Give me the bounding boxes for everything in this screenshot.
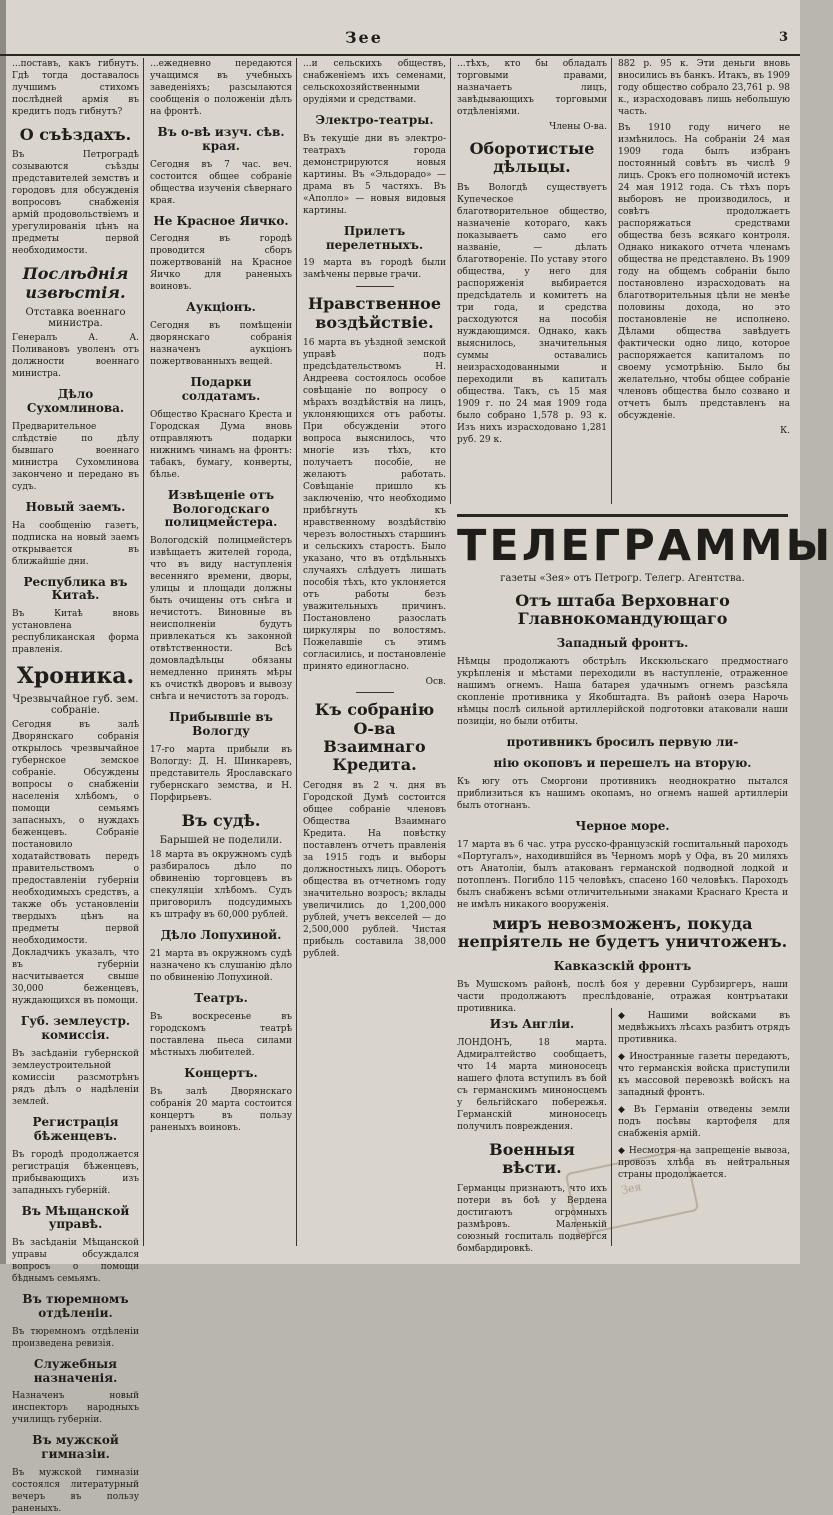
article-body-evening: Сегодня въ 7 час. веч. состоится общее собраніе общества изученія сѣвернаго края. <box>150 159 292 206</box>
war-news-body: Германцы признаютъ, что ихъ потери въ боѣ у Вердена достигаютъ огромныхъ размѣровъ. Маленькій союзный госпиталь подвергся бомбардировкѣ. <box>457 1183 607 1254</box>
caucasus-body: Въ Мушскомъ районѣ, послѣ боя у деревни Сурбзиргеръ, наши части продолжаютъ преслѣдованіе, отражая контръатаки противника. <box>457 979 788 1014</box>
article-body-appointments: Назначенъ новый инспекторъ народныхъ училищъ губерніи. <box>12 1391 139 1426</box>
article-body-red-egg: Сегодня въ городѣ проводится сборъ пожертвованій на Красное Яичко для раненыхъ воиновъ. <box>150 234 292 293</box>
article-title-new-loan: Новый заемъ. <box>25 499 126 514</box>
west-front-body: Нѣмцы продолжаютъ обстрѣлъ Икскюльскаго предмостнаго укрѣпленія и мѣстами переходили въ наступленіе, отраженное нашимъ огнемъ. Наша батарея удачнымъ огнемъ разсѣяла скопленіе противника у Якобштадта. Въ районѣ озера Нарочь нѣмцы послѣ сильной артиллерійской подготовки атаковали наши позиціи, но были отбиты. <box>457 656 788 727</box>
article-title-arrivals: Прибывшіе въ Вологду <box>169 710 273 738</box>
article-title-meteor: Прилетъ перелетныхъ. <box>325 223 424 252</box>
retreat-headline-2: нію окоповъ и перешелъ на вторую. <box>493 756 752 771</box>
article-title-commission: Губ. землеустр. комиссія. <box>20 1014 131 1043</box>
article-body-commission: Въ засѣданіи губернской землеустроительной комиссіи разсмотрѣнъ рядъ дѣлъ о надѣленіи землей. <box>12 1049 139 1108</box>
england-title: Изъ Англіи. <box>489 1017 575 1031</box>
diamond-bullet-icon: ◆ <box>618 1105 631 1115</box>
article-title-prison: Въ тюремномъ отдѣленіи. <box>22 1292 129 1321</box>
article-body-sukhomlinov: Предварительное слѣдствіе по дѣлу бывшаго военнаго министра Сухомлинова закончено и передано въ судъ. <box>12 421 139 492</box>
article-title-dealers: Оборотистые дѣльцы. <box>469 139 595 177</box>
bullet-text: Въ Германіи отведены земли подъ посѣвы картофеля для снабженія армій. <box>618 1105 791 1139</box>
page-binding-edge <box>0 0 6 1264</box>
article-body-china: Въ Китаѣ вновь установлена республиканская форма правленія. <box>12 609 139 656</box>
article-title-appointments: Служебныя назначенія. <box>33 1356 118 1385</box>
article-body-electro: Въ текущіе дни въ электро-театрахъ города демонстрируются новыя картины. Въ «Эльдорадо» — драма въ 5 частяхъ. Въ «Аполло» — новыя видовыя картины. <box>303 133 446 216</box>
article-subtitle-chronicle: Чрезвычайное губ. зем. собраніе. <box>12 694 139 717</box>
article-body-last-news: Генералъ А. А. Поливановъ уволенъ отъ должности военнаго министра. <box>12 333 139 380</box>
peace-headline-1: миръ невозможенъ, покуда <box>492 913 753 933</box>
stamp-text: Зея <box>619 1180 643 1198</box>
column-rule <box>143 58 144 1246</box>
article-title-evening: Въ о-вѣ изуч. сѣв. края. <box>157 125 285 153</box>
article-body-refugees: Въ городѣ продолжается регистрація бѣженцевъ, прибывающихъ изъ западныхъ губерній. <box>12 1149 139 1196</box>
article-body-o-sezdakh: Въ Петроградѣ созываются съѣзды представителей земствъ и городовъ для обсужденія вопросовъ снабженія армій продовольствіемъ и урегулированія цѣнъ на предметы первой необходимости. <box>12 150 139 257</box>
signature-moral: Осв. <box>425 677 446 688</box>
bullet-text: Иностранные газеты передаютъ, что германскія войска приступили къ массовой перевозкѣ войскъ на западный фронтъ. <box>618 1052 790 1098</box>
page-header <box>0 0 800 56</box>
column-rule <box>296 58 297 1246</box>
column-3 <box>299 58 450 1246</box>
retreat-headline-1: противникъ бросилъ первую ли- <box>506 734 739 749</box>
divider <box>356 692 394 693</box>
bullet-item <box>618 1051 790 1099</box>
col5-body: Въ 1910 году ничего не измѣнилось. На собраніи 24 мая 1909 года былъ избранъ постоянный совѣтъ въ числѣ 9 лицъ. Срокъ его полномочій истекъ 24 мая 1912 года. Съ тѣхъ поръ выборовъ не производилось, и совѣтъ продолжаетъ распоряжаться средствами общества безъ всякаго контроля. Однако никакого отчета членамъ общества не представлено. Въ 1909 году на общемъ собраніи было постановлено израсходовать на благотворительныя цѣли не менѣе половины дохода, но это постановленіе не исполнено. Дѣлами общества завѣдуетъ фактически одно лицо, которое распоряжается капиталомъ по своему усмотрѣнію. Было бы желательно, чтобы общее собраніе членовъ общества было созвано и отчетъ былъ представленъ на обсужденіе. <box>618 123 790 421</box>
article-body-lopukhina: 21 марта въ окружномъ судѣ назначено къ слушанію дѣло по обвиненію Лопухиной. <box>150 948 292 983</box>
bullet-text: Нашими войсками въ медвѣжьихъ лѣсахъ разбитъ отрядъ противника. <box>618 1011 791 1045</box>
caucasus-title: Кавказскій фронтъ <box>553 958 692 973</box>
article-title-meshchanskaya: Въ Мѣщанской управѣ. <box>21 1203 130 1232</box>
article-title-china: Республика въ Китаѣ. <box>23 574 128 603</box>
column-2 <box>146 58 296 1246</box>
column-rule <box>450 58 451 504</box>
article-body-moral: 16 марта въ уѣздной земской управѣ подъ предсѣдательствомъ Н. Андреева состоялось особое совѣщаніе по вопросу о мѣрахъ воздѣйствія на лицъ, уклоняющихся отъ работы. При обсужденіи этого вопроса выяснилось, что многіе изъ тѣхъ, кто получаетъ пособіе, не желаютъ работать. Совѣщаніе пришло къ заключенію, что необходимо прибѣгнуть къ нравственному воздѣйствію черезъ волостныхъ старшинъ и сельскихъ старостъ. Было указано, что въ отдѣльныхъ случаяхъ слѣдуетъ лишать пособія тѣхъ, кто уклоняется отъ работы безъ уважительныхъ причинъ. Постановлено разослать циркуляры по волостямъ. Пожелавшіе съ этимъ согласились, и постановленіе принято единогласно. <box>303 338 446 673</box>
article-title-chronicle: Хроника. <box>16 663 135 690</box>
article-title-electro: Электро-театры. <box>315 113 434 127</box>
article-title-soldiers: Подарки солдатамъ. <box>181 375 261 403</box>
retreat-body: Къ югу отъ Сморгони противникъ неоднократно пытался приблизиться къ нашимъ окопамъ, но огнемъ нашей артиллеріи былъ отогнанъ. <box>457 777 788 812</box>
article-body-auction: Сегодня въ помѣщеніи дворянскаго собранія назначенъ аукціонъ пожертвованныхъ вещей. <box>150 321 292 368</box>
article-subtitle-court: Барышей не поделили. <box>159 835 283 847</box>
article-title-sukhomlinov: Дѣло Сухомлинова. <box>26 387 125 415</box>
article-title-last-news: Послѣднія извѣстія. <box>22 264 129 302</box>
article-subtitle-last-news: Отставка военнаго министра. <box>25 307 126 330</box>
col3-top-text: ...и сельскихъ обществъ, снабженіемъ ихъ семенами, сельскохозяйственными орудіями и средствами. <box>303 59 446 105</box>
col5-top-text: 882 р. 95 к. Эти деньги вновь вносились въ банкъ. Итакъ, въ 1909 году общество собрало 23,761 р. 98 к., израсходовавъ лишь небольшую часть. <box>618 59 790 117</box>
article-title-refugees: Регистрація бѣженцевъ. <box>32 1115 119 1143</box>
diamond-bullet-icon: ◆ <box>618 1011 645 1021</box>
article-body-gymnasium: Въ мужской гимназіи состоялся литературный вечеръ въ пользу раненыхъ. <box>12 1468 139 1515</box>
bullet-text: Несмотря на запрещеніе вывоза, провозъ хлѣба въ нейтральныя страны продолжается. <box>618 1146 791 1180</box>
divider <box>356 286 394 287</box>
diamond-bullet-icon: ◆ <box>618 1052 627 1062</box>
article-title-auction: Аукціонъ. <box>186 300 256 315</box>
article-body-theatre: Въ воскресенье въ городскомъ театрѣ поставлена пьеса силами мѣстныхъ любителей. <box>150 1011 292 1058</box>
column-5 <box>614 58 794 504</box>
telegrams-block <box>453 512 833 1014</box>
column-4 <box>453 58 611 504</box>
article-title-red-egg: Не Красное Яичко. <box>153 213 289 228</box>
article-body-concert: Въ залѣ Дворянскаго собранія 20 марта состоится концертъ въ пользу раненыхъ воиновъ. <box>150 1086 292 1133</box>
article-title-gymnasium: Въ мужской гимназіи. <box>32 1433 119 1462</box>
article-title-notice: Извѣщеніе отъ Вологодскаго полицмейстера. <box>164 487 278 530</box>
article-body-soldiers: Общество Краснаго Креста и Городская Дума вновь отправляютъ подарки нижнимъ чинамъ на фронтъ: табакъ, бумагу, конверты, бѣлье. <box>150 409 292 480</box>
war-news-title: Военныя вѣсти. <box>489 1139 575 1178</box>
article-body-meshchanskaya: Въ засѣданіи Мѣщанской управы обсуждался вопросъ о помощи бѣднымъ семьямъ. <box>12 1238 139 1285</box>
telegrams-title: ТЕЛЕГРАММЫ <box>457 521 833 571</box>
article-title-court: Въ судѣ. <box>181 810 261 830</box>
signature-dealers: Члены О-ва. <box>549 122 607 132</box>
article-body-court: 18 марта въ окружномъ судѣ разбиралось дѣло по обвиненію торговцевъ въ спекуляціи хлѣбомъ. Судъ приговорилъ подсудимыхъ къ штрафу въ 60,000 рублей. <box>150 850 292 921</box>
col1-top-text: ...поставъ, какъ гибнутъ. Гдѣ тогда доставалось лучшимъ стихомъ послѣдней армія въ кредитъ подъ гибнутъ? <box>12 59 139 117</box>
article-body-credit: Сегодня въ 2 ч. дня въ Городской Думѣ состоится общее собраніе членовъ Общества Взаимнаго Кредита. На повѣстку поставленъ отчетъ правленія за 1915 годъ и выборы должностныхъ лицъ. Оборотъ общества въ отчетномъ году значительно возросъ; вклады увеличились до 1,200,000 рублей, учетъ векселей — до 2,500,000 рублей. Чистая прибыль составила 38,000 рублей. <box>303 780 446 959</box>
article-title-moral: Нравственное воздѣйствіе. <box>307 294 441 332</box>
telegrams-hq-title: Отъ штаба Верховнаго Главнокомандующаго <box>515 591 730 629</box>
peace-headline-2: непріятель не будетъ уничтоженъ. <box>457 932 788 952</box>
column-rule <box>611 58 612 504</box>
column-1 <box>8 58 143 1515</box>
england-body: ЛОНДОНЪ, 18 марта. Адмиралтейство сообщаетъ, что 14 марта миноносецъ нашего флота вступилъ въ бой съ германскимъ миноносцемъ у бельгійскаго побережья. Германскій миноносецъ получилъ повреждения. <box>457 1037 607 1132</box>
black-sea-body: 17 марта въ 6 час. утра русско-французскій госпитальный пароходъ «Португалъ», находившійся въ Черномъ морѣ у Офа, въ 20 миляхъ отъ Анатоліи, былъ атакованъ германской подводной лодкой и потопленъ. Погибло 115 человѣкъ, спасено 160 человѣкъ. Пароходъ былъ снабженъ всѣми отличительными знаками Краснаго Креста и не имѣлъ никакого вооруженія. <box>457 839 788 910</box>
bullet-item <box>618 1010 790 1046</box>
diamond-bullet-icon: ◆ <box>618 1146 626 1156</box>
col4-top-text: ...тѣхъ, кто бы обладалъ торговыми правами, назначаетъ лицъ, завѣдывающихъ торговыми отдѣленіями. <box>457 59 607 117</box>
article-body-arrivals: 17-го марта прибыли въ Вологду: Д. Н. Шинкаревъ, представитель Ярославскаго губернскаго земства, и Н. Порфирьевъ. <box>150 744 292 803</box>
article-title-concert: Концертъ. <box>184 1065 258 1080</box>
article-title-lopukhina: Дѣло Лопухиной. <box>160 928 282 943</box>
telegrams-agency: газеты «Зея» отъ Петрогр. Телегр. Агентства. <box>500 573 745 584</box>
masthead: Зее <box>345 28 383 47</box>
article-body-dealers: Въ Вологдѣ существуетъ Купеческое благотворительное общество, назначеніе котораго, какъ показываетъ само его названіе, — дѣлать благотвореніе. По уставу этого общества, у него для распоряженія выбирается предсѣдатель и комитетъ на три года, и средства расходуются на пособія нуждающимся. Однако, какъ выяснилось, значительныя суммы оставались неизрасходованными и переходили въ капиталъ общества. Такъ, съ 15 мая 1909 г. по 24 мая 1909 года было собрано 1,578 р. 93 к. Изъ нихъ израсходовано 1,281 руб. 29 к. <box>457 182 607 445</box>
page-number: 3 <box>778 30 788 45</box>
article-body-new-loan: На сообщенію газетъ, подписка на новый заемъ открывается въ ближайшіе дни. <box>12 520 139 567</box>
article-body-notice: Вологодскій полицмейстеръ извѣщаетъ жителей города, что въ виду наступленія весенняго времени, дворы, улицы и площади должны быть очищены отъ снѣга и нечистотъ. Виновные въ неисполненіи будутъ привлекаться къ законной отвѣтственности. Всѣ домовладѣльцы обязаны немедленно принять мѣры къ очисткѣ дворовъ и вывозу снѣга и нечистотъ за городъ. <box>150 536 292 703</box>
article-title-theatre: Театръ. <box>194 990 248 1005</box>
col2-top-text: ...ежедневно передаются учащимся въ учебныхъ заведеніяхъ; разсылаются сообщенія о положеніи дѣлъ на фронтѣ. <box>150 59 292 117</box>
article-title-credit: Къ собранію О-ва Взаимнаго Кредита. <box>314 700 435 775</box>
article-title-o-sezdakh: О съѣздахъ. <box>19 125 132 144</box>
divider <box>457 514 788 517</box>
article-body-prison: Въ тюремномъ отдѣленіи произведена ревизія. <box>12 1326 139 1349</box>
bullet-item <box>618 1104 790 1140</box>
black-sea-title: Черное море. <box>575 819 670 834</box>
west-front-title: Западный фронтъ. <box>556 635 689 650</box>
signature-right: К. <box>780 426 790 436</box>
article-body-chronicle: Сегодня въ залѣ Дворянскаго собранія открылось чрезвычайное губернское земское собраніе. Обсуждены вопросы о снабженіи населенія хлѣбомъ, о помощи семьямъ запасныхъ, о нуждахъ беженцевъ. Собраніе постановило ходатайствовать передъ правительствомъ о предоставленіи губерніи необходимыхъ средствъ, а также объ установленіи твердыхъ цѣнъ на предметы первой необходимости. Докладчикъ указалъ, что въ губерніи насчитывается свыше 30,000 беженцевъ, нуждающихся въ помощи. <box>12 720 139 1007</box>
article-body-meteor: 19 марта въ городѣ были замѣчены первые грачи. <box>303 258 446 281</box>
